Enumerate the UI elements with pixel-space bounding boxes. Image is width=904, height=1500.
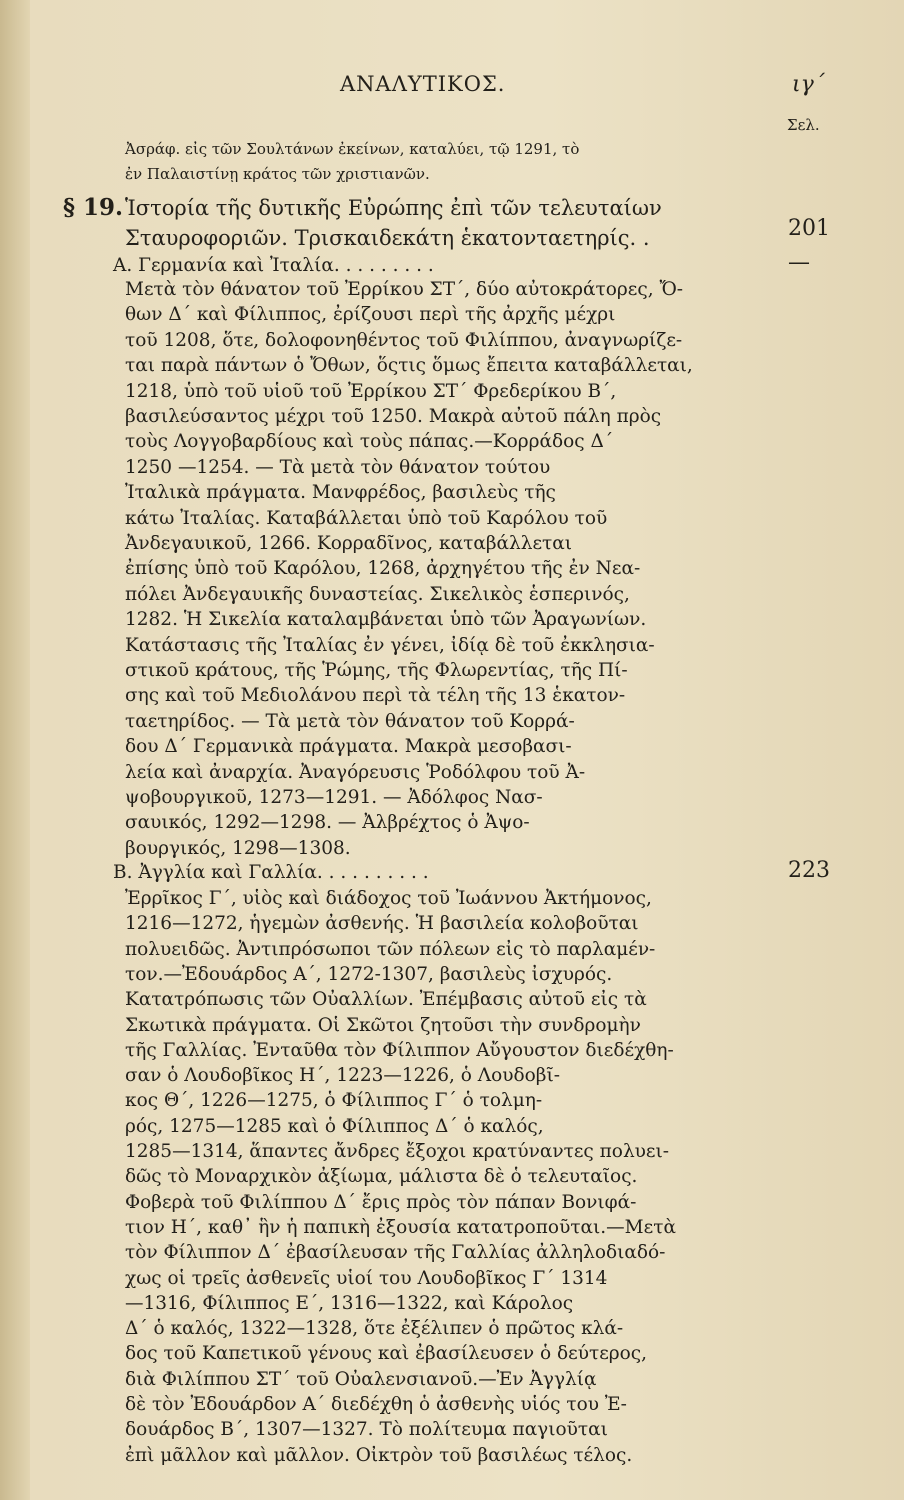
subsection-b-heading: Β. Ἀγγλία καὶ Γαλλία. . . . . . . . . . <box>113 862 429 883</box>
text-line: 1216—1272, ἡγεμὼν ἀσθενής. Ἡ βασιλεία κολοβοῦται <box>125 913 639 935</box>
text-line: σης καὶ τοῦ Μεδιολάνου περὶ τὰ τέλη τῆς 13 ἑκατον- <box>125 685 626 707</box>
text-line: Κατάστασις τῆς Ἰταλίας ἐν γένει, ἰδίᾳ δὲ τοῦ ἐκκλησια- <box>125 634 655 656</box>
text-line: Σκωτικὰ πράγματα. Οἱ Σκῶτοι ζητοῦσι τὴν συνδρομὴν <box>125 1014 641 1036</box>
text-line: βουργικός, 1298—1308. <box>125 837 351 859</box>
text-line: Ἐρρῖκος Γ΄, υἱὸς καὶ διάδοχος τοῦ Ἰωάννου Ἀκτήμονος, <box>125 888 652 909</box>
text-line: ψοβουργικοῦ, 1273—1291. — Ἀδόλφος Νασ- <box>125 787 543 808</box>
text-line: σαν ὁ Λουδοβῖκος Η΄, 1223—1226, ὁ Λουδοβῖ- <box>125 1065 560 1087</box>
text-line: τῆς Γαλλίας. Ἐνταῦθα τὸν Φίλιππον Αὔγουστον διεδέχθη- <box>125 1039 674 1061</box>
text-line: ἐπίσης ὑπὸ τοῦ Καρόλου, 1268, ἀρχηγέτου τῆς ἐν Νεα- <box>125 558 641 580</box>
text-line: τὸν Φίλιππον Δ΄ ἐβασίλευσαν τῆς Γαλλίας ἀλληλοδιαδό- <box>125 1242 666 1264</box>
text-line: 1285—1314, ἅπαντες ἄνδρες ἔξοχοι κρατύναντες πολυει- <box>125 1141 670 1162</box>
text-line: τοῦ 1208, ὅτε, δολοφονηθέντος τοῦ Φιλίππου, ἀναγνωρίζε- <box>125 329 683 351</box>
subsection-a-heading: Α. Γερμανία καὶ Ἰταλία. . . . . . . . . <box>113 255 434 276</box>
text-line: ταετηρίδος. — Τὰ μετὰ τὸν θάνατον τοῦ Κορρά- <box>125 710 575 732</box>
text-line: Ἀνδεγαυικοῦ, 1266. Κορραδῖνος, καταβάλλεται <box>125 533 573 554</box>
text-line: χως οἱ τρεῖς ἀσθενεῖς υἱοί του Λουδοβῖκος Γ΄ 1314 <box>125 1267 608 1289</box>
text-line: δὲ τὸν Ἐδουάρδον Α΄ διεδέχθη ὁ ἀσθενὴς υἱός του Ἐ- <box>125 1394 627 1415</box>
section-title-line: Ἱστορία τῆς δυτικῆς Εὐρώπης ἐπὶ τῶν τελευταίων <box>125 196 662 220</box>
text-line: Κατατρόπωσις τῶν Οὐαλλίων. Ἐπέμβασις αὐτοῦ εἰς τὰ <box>125 989 647 1011</box>
text-line: λεία καὶ ἀναρχία. Ἀναγόρευσις Ῥοδόλφου τοῦ Ἀ- <box>125 761 586 783</box>
text-line: κάτω Ἰταλίας. Καταβάλλεται ὑπὸ τοῦ Καρόλου τοῦ <box>125 507 608 529</box>
text-line: διὰ Φιλίππου ΣΤ΄ τοῦ Οὐαλενσιανοῦ.—Ἐν Ἀγγλίᾳ <box>125 1368 597 1390</box>
text-line: θων Δ΄ καὶ Φίλιππος, ἐρίζουσι περὶ τῆς ἀρχῆς μέχρι <box>125 304 616 326</box>
page-column-label: Σελ. <box>787 116 820 134</box>
text-line: Δ΄ ὁ καλός, 1322—1328, ὅτε ἐξέλιπεν ὁ πρῶτος κλά- <box>125 1318 624 1340</box>
text-line: Ἰταλικὰ πράγματα. Μανφρέδος, βασιλεὺς τῆς <box>125 482 556 504</box>
page-gutter <box>0 0 30 1500</box>
text-line: ται παρὰ πάντων ὁ Ὄθων, ὅςτις ὅμως ἔπειτα καταβάλλεται, <box>125 355 693 377</box>
subsection-a-page-ref: — <box>788 250 810 275</box>
running-title: ΑΝΑΛΥΤΙΚΟΣ. <box>340 72 506 96</box>
text-line: Φοβερὰ τοῦ Φιλίππου Δ΄ ἔρις πρὸς τὸν πάπαν Βονιφά- <box>125 1191 637 1213</box>
text-line: 1218, ὑπὸ τοῦ υἱοῦ τοῦ Ἐρρίκου ΣΤ΄ Φρεδερίκου Β΄, <box>125 380 617 402</box>
section-number: § 19. <box>63 194 124 221</box>
text-line: κος Θ΄, 1226—1275, ὁ Φίλιππος Γ΄ ὁ τολμη- <box>125 1090 543 1112</box>
text-line: τον.—Ἐδουάρδος Α΄, 1272-1307, βασιλεὺς ἰσχυρός. <box>125 963 613 985</box>
page-numeral: ιγ΄ <box>792 72 825 97</box>
text-line: 1282. Ἡ Σικελία καταλαμβάνεται ὑπὸ τῶν Ἀραγωνίων. <box>125 609 647 631</box>
text-line: —1316, Φίλιππος Ε΄, 1316—1322, καὶ Κάρολος <box>125 1292 574 1314</box>
text-line: 1250 —1254. — Τὰ μετὰ τὸν θάνατον τούτου <box>125 456 551 478</box>
intro-line: Ἀσράφ. εἰς τῶν Σουλτάνων ἐκείνων, καταλύει, τῷ 1291, τὸ <box>125 140 580 158</box>
text-line: δῶς τὸ Μοναρχικὸν ἀξίωμα, μάλιστα δὲ ὁ τελευταῖος. <box>125 1166 638 1188</box>
text-line: σαυικός, 1292—1298. — Ἀλβρέχτος ὁ Ἀψο- <box>125 812 530 834</box>
text-line: πολυειδῶς. Ἀντιπρόσωποι τῶν πόλεων εἰς τὸ παρλαμέν- <box>125 938 656 960</box>
text-line: δουάρδος Β΄, 1307—1327. Τὸ πολίτευμα παγιοῦται <box>125 1419 608 1441</box>
text-line: δου Δ΄ Γερμανικὰ πράγματα. Μακρὰ μεσοβασι- <box>125 736 572 758</box>
text-line: δος τοῦ Καπετικοῦ γένους καὶ ἐβασίλευσεν ὁ δεύτερος, <box>125 1343 648 1365</box>
text-line: πόλει Ἀνδεγαυικῆς δυναστείας. Σικελικὸς ἑσπερινός, <box>125 583 630 605</box>
text-line: τοὺς Λογγοβαρδίους καὶ τοὺς πάπας.—Κορράδος Δ΄ <box>125 431 614 453</box>
section-title-line: Σταυροφοριῶν. Τρισκαιδεκάτη ἑκατονταετηρίς. . <box>125 226 650 250</box>
text-line: τιον Η΄, καθ᾽ ἣν ἡ παπικὴ ἐξουσία κατατροποῦται.—Μετὰ <box>125 1216 676 1238</box>
text-line: βασιλεύσαντος μέχρι τοῦ 1250. Μακρὰ αὐτοῦ πάλη πρὸς <box>125 406 662 427</box>
intro-line: ἐν Παλαιστίνῃ κράτος τῶν χριστιανῶν. <box>125 165 430 183</box>
text-line: Μετὰ τὸν θάνατον τοῦ Ἐρρίκου ΣΤ΄, δύο αὐτοκράτορες, Ὄ- <box>125 279 684 300</box>
section-page-ref: 201 <box>788 216 830 241</box>
page-header <box>0 68 904 108</box>
text-line: ρός, 1275—1285 καὶ ὁ Φίλιππος Δ΄ ὁ καλός, <box>125 1115 544 1137</box>
text-line: ἐπὶ μᾶλλον καὶ μᾶλλον. Οἰκτρὸν τοῦ βασιλέως τέλος. <box>125 1444 633 1466</box>
text-line: στικοῦ κράτους, τῆς Ῥώμης, τῆς Φλωρεντίας, τῆς Πί- <box>125 660 628 681</box>
subsection-b-page-ref: 223 <box>788 858 830 883</box>
